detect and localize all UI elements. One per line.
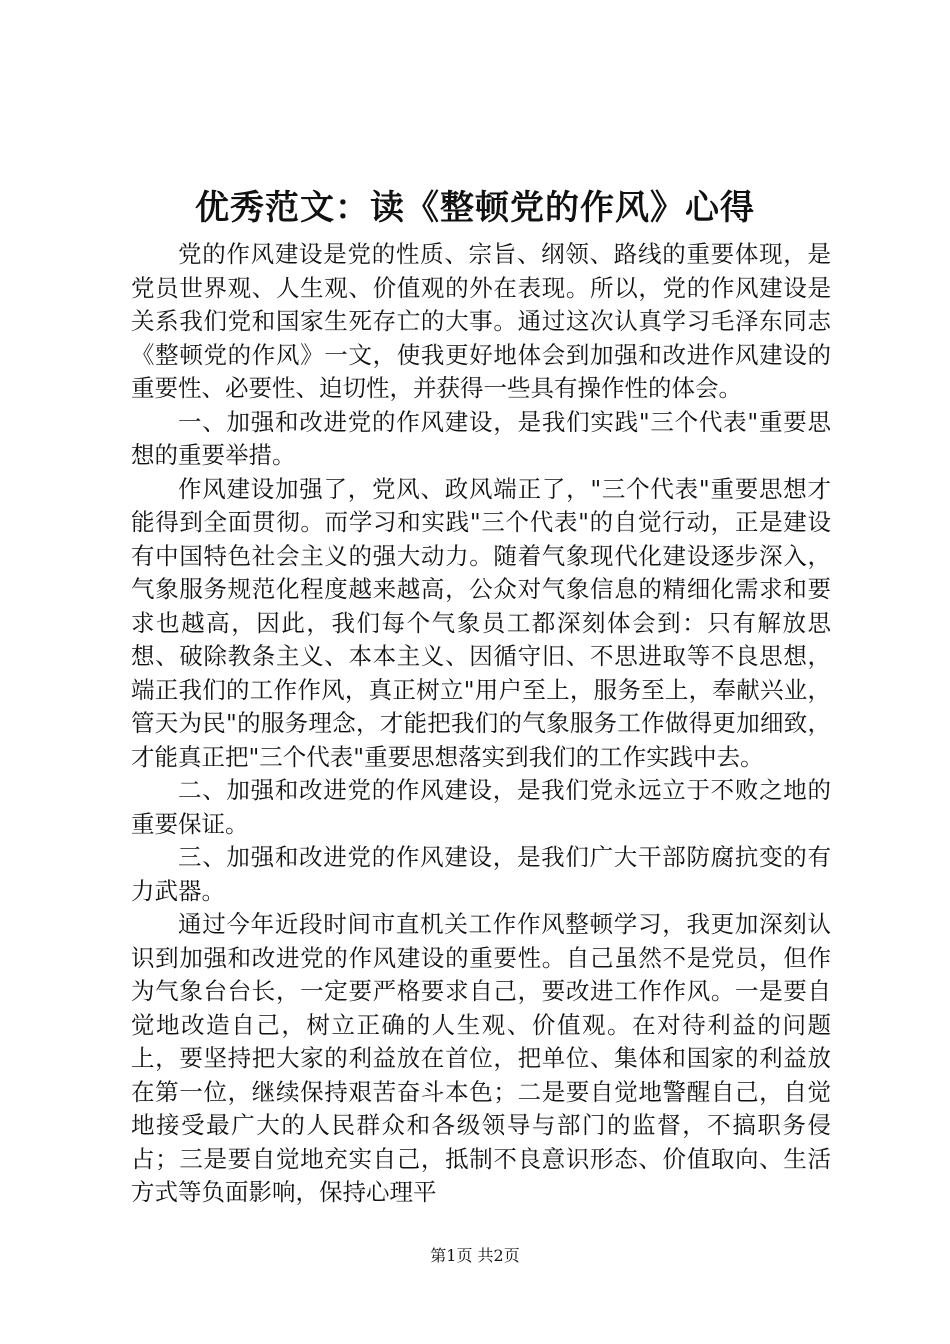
- document-title: 优秀范文：读《整顿党的作风》心得: [195, 188, 755, 228]
- body-paragraph: 二、加强和改进党的作风建设，是我们党永远立于不败之地的重要保证。: [131, 776, 831, 838]
- body-paragraph: 作风建设加强了，党风、政风端正了，"三个代表"重要思想才能得到全面贯彻。而学习和实践"三个代表"的自觉行动，正是建设有中国特色社会主义的强大动力。随着气象现代化建设逐步深入，气象服务规范化程度越来越高，公众对气象信息的精细化需求和要求也越高，因此，我们每个气象员工都深刻体会到：只有解放思想、破除教条主义、本本主义、因循守旧、不思进取等不良思想，端正我们的工作作风，真正树立"用户至上，服务至上，奉献兴业，管天为民"的服务理念，才能把我们的气象服务工作做得更加细致，才能真正把"三个代表"重要思想落实到我们的工作实践中去。: [131, 474, 831, 771]
- body-paragraph: 三、加强和改进党的作风建设，是我们广大干部防腐抗变的有力武器。: [131, 843, 831, 905]
- body-paragraph: 一、加强和改进党的作风建设，是我们实践"三个代表"重要思想的重要举措。: [131, 407, 831, 469]
- document-body: [131, 238, 831, 1210]
- page-footer: [0, 1244, 950, 1268]
- page-number-indicator: 第1页 共2页: [430, 1246, 520, 1265]
- body-paragraph: 通过今年近段时间市直机关工作作风整顿学习，我更加深刻认识到加强和改进党的作风建设的重要性。自己虽然不是党员，但作为气象台台长，一定要严格要求自己，要改进工作作风。一是要自觉地改造自己，树立正确的人生观、价值观。在对待利益的问题上，要坚持把大家的利益放在首位，把单位、集体和国家的利益放在第一位，继续保持艰苦奋斗本色；二是要自觉地警醒自己，自觉地接受最广大的人民群众和各级领导与部门的监督，不搞职务侵占；三是要自觉地充实自己，抵制不良意识形态、价值取向、生活方式等负面影响，保持心理平: [131, 910, 831, 1206]
- body-paragraph: 党的作风建设是党的性质、宗旨、纲领、路线的重要体现，是党员世界观、人生观、价值观的外在表现。所以，党的作风建设是关系我们党和国家生死存亡的大事。通过这次认真学习毛泽东同志《整顿党的作风》一文，使我更好地体会到加强和改进作风建设的重要性、必要性、迫切性，并获得一些具有操作性的体会。: [131, 240, 831, 402]
